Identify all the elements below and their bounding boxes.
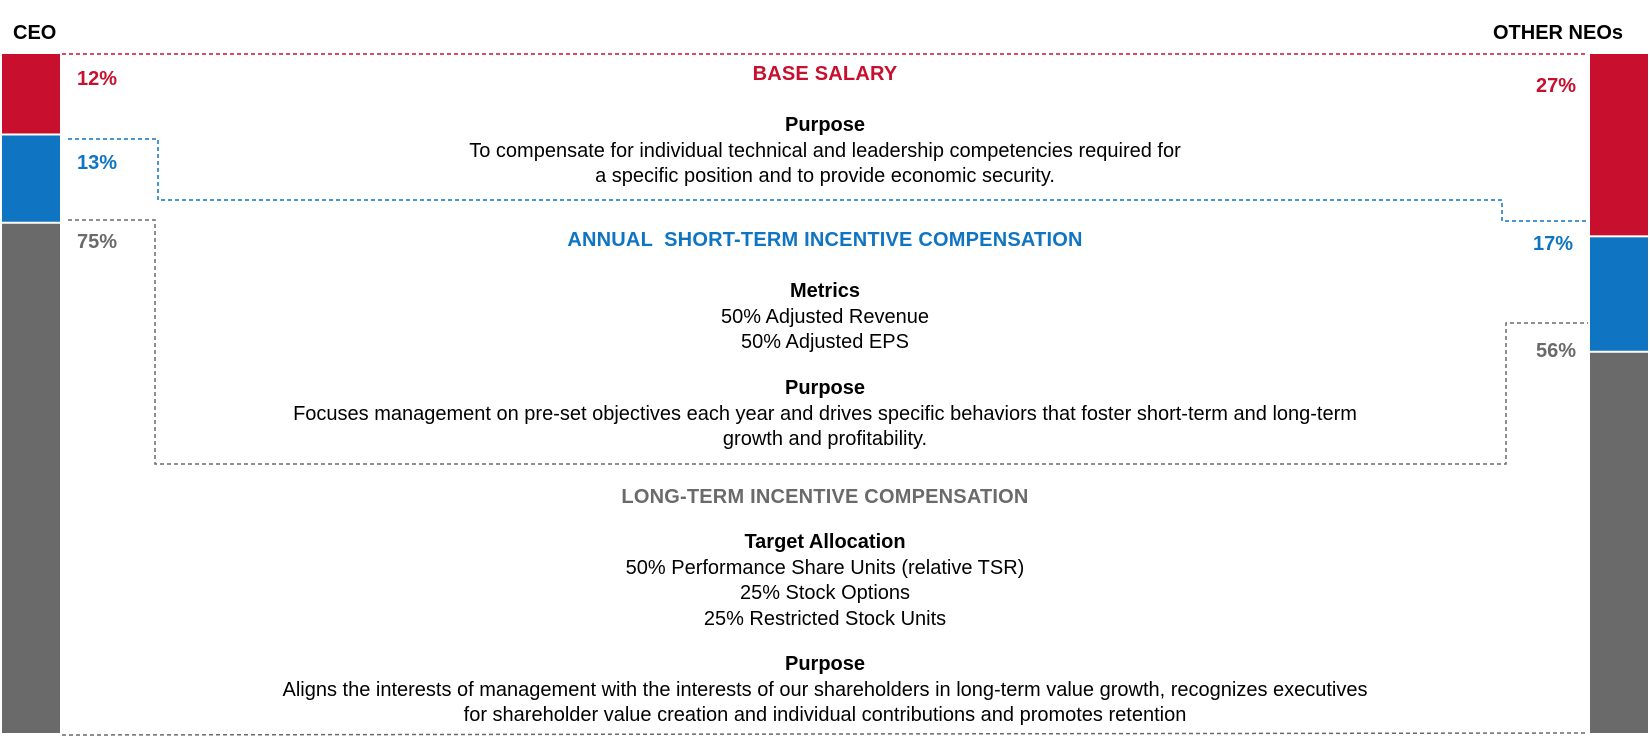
ceo-sti-label: 13% — [77, 152, 118, 174]
other-neos-header: OTHER NEOs — [1493, 22, 1624, 44]
sti-metric-line: 50% Adjusted Revenue — [721, 305, 929, 328]
base-salary-purpose-line: To compensate for individual technical and leadership competencies required for — [469, 139, 1181, 162]
lti-allocation — [0, 530, 1650, 632]
lti-purpose-line: Aligns the interests of management with the interests of our shareholders in long-term value growth, recognizes executives — [282, 678, 1368, 701]
ceo-base-salary-label: 12% — [77, 68, 118, 90]
lti-allocation-label: Target Allocation — [744, 531, 906, 553]
lti-allocation-line: 25% Restricted Stock Units — [703, 607, 947, 630]
lti-allocation-line: 50% Performance Share Units (relative TSR) — [625, 556, 1025, 579]
other-neos-base-salary-label: 27% — [1536, 75, 1577, 97]
lti-bottom-connector — [62, 733, 1588, 735]
sti-purpose-line: Focuses management on pre-set objectives each year and drives specific behaviors that foster short-term and long-term — [293, 402, 1357, 425]
lti-title: LONG-TERM INCENTIVE COMPENSATION — [621, 486, 1029, 508]
lti-allocation-line: 25% Stock Options — [739, 582, 911, 604]
ceo-header: CEO — [13, 22, 57, 44]
lti-purpose-label: Purpose — [784, 653, 866, 675]
other-neos-lti-label: 56% — [1536, 340, 1577, 362]
sti-metrics-label: Metrics — [789, 280, 861, 302]
sti-title: ANNUAL SHORT-TERM INCENTIVE COMPENSATION — [567, 229, 1083, 251]
base-salary-purpose — [0, 113, 1650, 190]
base-salary-purpose-label: Purpose — [784, 114, 866, 136]
sti-metrics — [0, 279, 1650, 356]
sti-purpose-label: Purpose — [784, 377, 866, 399]
other-neos-sti-label: 17% — [1533, 233, 1574, 255]
sti-purpose-line: growth and profitability. — [722, 428, 928, 450]
base-salary-purpose-line: a specific position and to provide economic security. — [595, 165, 1055, 187]
lti-purpose — [0, 652, 1650, 729]
base-salary-title: BASE SALARY — [752, 63, 898, 85]
ceo-lti-label: 75% — [77, 231, 118, 253]
sti-metric-line: 50% Adjusted EPS — [741, 331, 909, 353]
sti-purpose — [0, 376, 1650, 453]
lti-purpose-line: for shareholder value creation and individual contributions and promotes retention — [463, 704, 1187, 726]
